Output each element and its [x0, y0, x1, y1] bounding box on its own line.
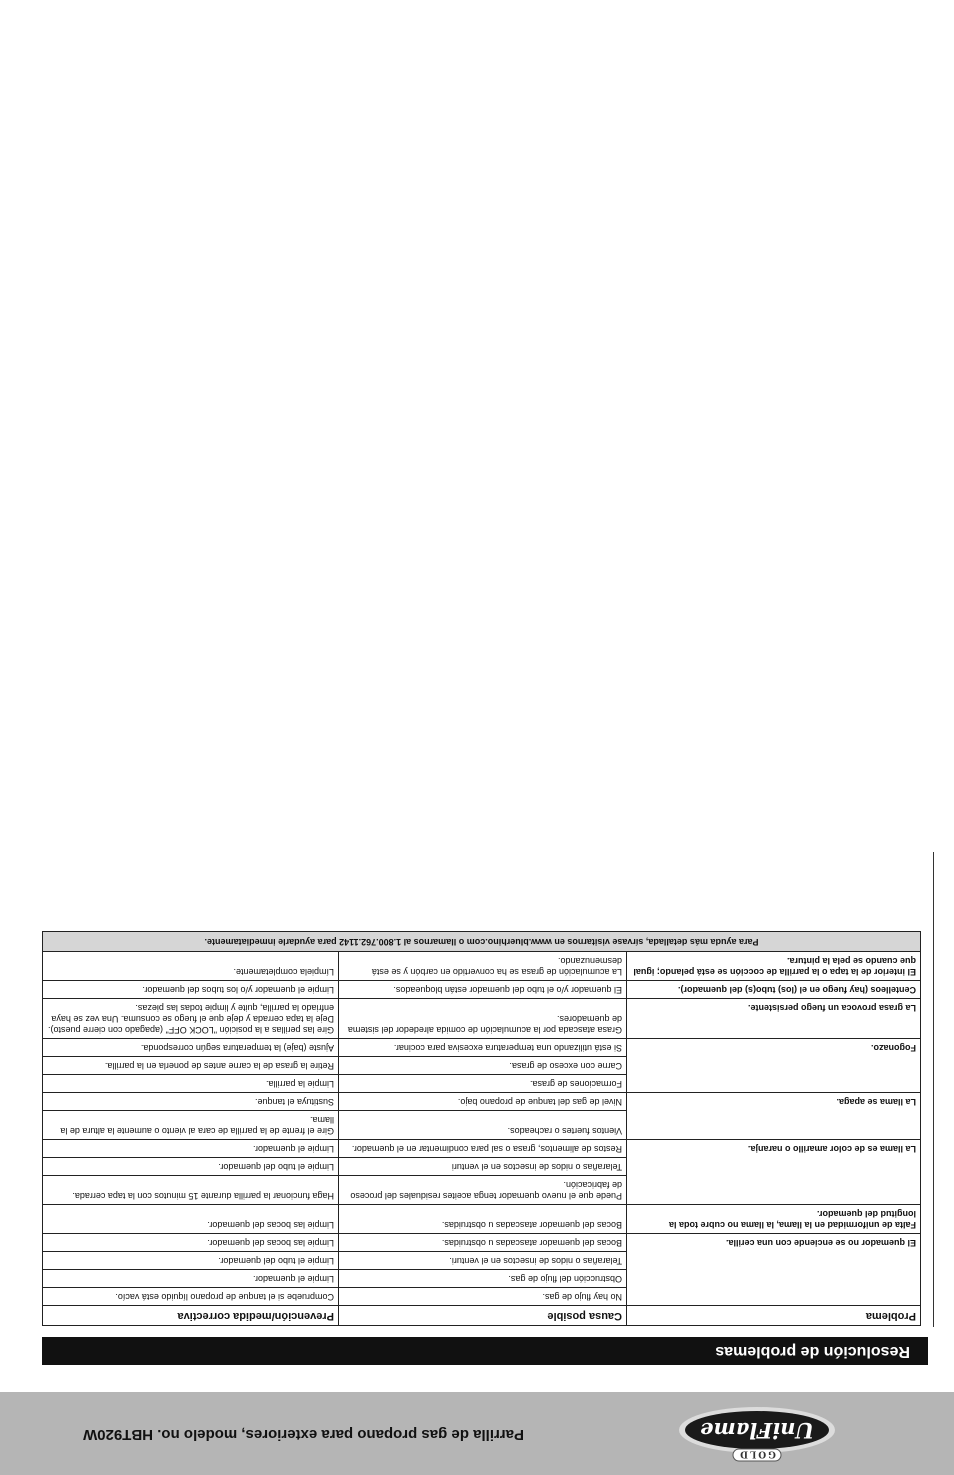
fix-cell: Haga funcionar la parrilla durante 15 minutos con la tapa cerrada.: [43, 1176, 339, 1205]
problem-cell: Centelleos (hay fuego en el (los) tubo(s) del quemador).: [627, 981, 921, 999]
header-problem: Problema: [627, 1306, 921, 1326]
uniflame-logo: [677, 1405, 837, 1463]
cause-cell: No hay flujo de gas.: [339, 1288, 627, 1306]
cause-cell: Restos de alimentos, grasa o sal para condimentar en el quemador.: [339, 1140, 627, 1158]
section-title: Resolución de problemas: [715, 1343, 910, 1360]
problem-cell: Falta de uniformidad en la llama, la llama no cubre toda la longitud del quemador.: [627, 1205, 921, 1234]
header-band: [0, 1392, 954, 1475]
help-footer-row: [43, 932, 921, 952]
table-row: [43, 999, 921, 1039]
troubleshooting-table: [42, 931, 921, 1326]
problem-cell: Fogonazo.: [627, 1039, 921, 1093]
cause-cell: La acumulación de grasa se ha convertido en carbón y se está desmenuzando.: [339, 952, 627, 981]
table-row: [43, 1288, 921, 1306]
fix-cell: Limpie la parrilla.: [43, 1075, 339, 1093]
logo-wordmark: UniFlame: [700, 1418, 814, 1443]
cause-cell: Vientos fuertes o racheados.: [339, 1111, 627, 1140]
fix-cell: Limpie el quemador y/o los tubos del quemador.: [43, 981, 339, 999]
fix-cell: Limpie el tubo del quemador.: [43, 1252, 339, 1270]
section-marker: [928, 1337, 932, 1365]
cause-cell: Formaciones de grasa.: [339, 1075, 627, 1093]
table-header-row: [43, 1306, 921, 1326]
cause-cell: Puede que el nuevo quemador tenga aceites residuales del proceso de fabricación.: [339, 1176, 627, 1205]
fix-cell: Límpiela completamente.: [43, 952, 339, 981]
fix-cell: Limpie las bocas del quemador.: [43, 1234, 339, 1252]
table-row: [43, 1075, 921, 1093]
problem-cell: La grasa provoca un fuego persistente.: [627, 999, 921, 1039]
section-header-bar: [42, 1337, 932, 1365]
help-footer-text: Para ayuda más detallada, sírvase visitarnos en www.bluerhino.com o llamarnos al 1.800.762.1142 para ayudarle inmediatamente.: [43, 932, 921, 952]
fix-cell: Sustituya el tanque.: [43, 1093, 339, 1111]
problem-cell: El interior de la tapa o la parrilla de cocción se está pelando; igual que cuando se pela la pintura.: [627, 952, 921, 981]
document-title: Parrilla de gas propano para exteriores, modelo no. HBT920W: [83, 1426, 524, 1443]
cause-cell: Carne con exceso de grasa.: [339, 1057, 627, 1075]
cause-cell: Bocas del quemador atascadas u obstruidas.: [339, 1234, 627, 1252]
fix-cell: Gire el frente de la parrilla de cara al viento o aumente la altura de la llama.: [43, 1111, 339, 1140]
table-row: [43, 952, 921, 981]
table-row: [43, 1111, 921, 1140]
table-row: [43, 1205, 921, 1234]
fix-cell: Retire la grasa de la carne antes de ponerla en la parrilla.: [43, 1057, 339, 1075]
problem-cell: La llama es de color amarillo o naranja.: [627, 1140, 921, 1205]
fix-cell: Limpie las bocas del quemador.: [43, 1205, 339, 1234]
problem-cell: La llama se apaga.: [627, 1093, 921, 1140]
table-row: [43, 981, 921, 999]
fix-cell: Ajuste (baje) la temperatura según corresponda.: [43, 1039, 339, 1057]
table-row: [43, 1176, 921, 1205]
cause-cell: Bocas del quemador atascadas u obstruidas.: [339, 1205, 627, 1234]
problem-cell: El quemador no se enciende con una cerilla.: [627, 1234, 921, 1306]
cause-cell: Si está utilizando una temperatura excesiva para cocinar.: [339, 1039, 627, 1057]
header-fix: Prevención/medida correctiva: [43, 1306, 339, 1326]
fix-cell: Gire las perillas a la posición "LOCK OFF" (apagado con cierre puesto). Deje la tapa cerrada y deje que el fuego se consuma. Una vez se haya enfriado la parrilla, quite y limpie todas las piezas.: [43, 999, 339, 1039]
fix-cell: Limpie el quemador.: [43, 1140, 339, 1158]
side-rule: [933, 852, 934, 1327]
troubleshooting-table-wrap: [43, 931, 921, 1326]
fix-cell: Compruebe si el tanque de propano líquido está vacío.: [43, 1288, 339, 1306]
cause-cell: El quemador y/o el tubo del quemador están bloqueados.: [339, 981, 627, 999]
cause-cell: Telarañas o nidos de insectos en el venturi.: [339, 1252, 627, 1270]
cause-cell: Telarañas o nidos de insectos en el venturi: [339, 1158, 627, 1176]
cause-cell: Obstrucción del flujo de gas.: [339, 1270, 627, 1288]
fix-cell: Limpie el quemador.: [43, 1270, 339, 1288]
cause-cell: Nivel de gas del tanque de propano bajo.: [339, 1093, 627, 1111]
logo-gold-label: GOLD: [738, 1448, 776, 1459]
cause-cell: Grasa atascada por la acumulación de comida alrededor del sistema de quemadores.: [339, 999, 627, 1039]
fix-cell: Limpie el tubo del quemador.: [43, 1158, 339, 1176]
header-cause: Causa posible: [339, 1306, 627, 1326]
